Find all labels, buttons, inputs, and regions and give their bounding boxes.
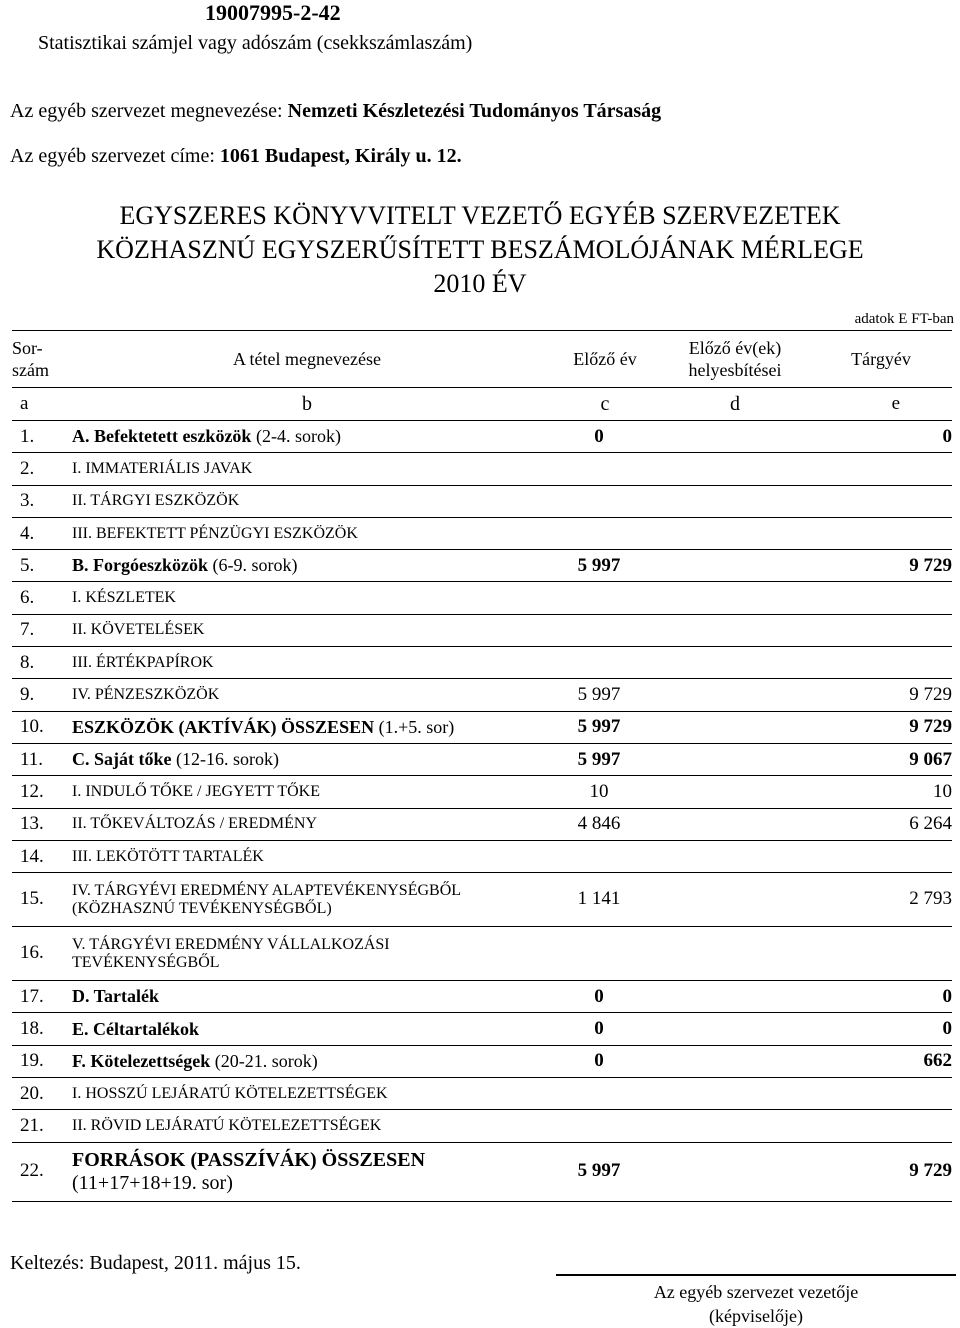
prev-year-value: 0 [550, 1013, 660, 1045]
item-row-reference: (2-4. sorok) [251, 426, 341, 447]
item-title: Céltartalékok [88, 1018, 199, 1039]
current-year-value [810, 840, 952, 872]
item-name-line [72, 783, 550, 801]
item-title: I. IMMATERIÁLIS JAVAK [72, 459, 253, 477]
table-row [12, 1110, 952, 1142]
item-title: Saját tőke [89, 749, 172, 770]
current-year-value [810, 453, 952, 485]
prev-year-value: 5 997 [550, 711, 660, 743]
item-title: IV. TÁRGYÉVI EREDMÉNY ALAPTEVÉKENYSÉGBŐL [72, 881, 462, 899]
current-year-value: 0 [810, 981, 952, 1013]
item-title: II. KÖVETELÉSEK [72, 621, 205, 639]
row-number: 18. [12, 1013, 64, 1045]
header-prev-adjustments-line2: helyesbítései [688, 360, 782, 380]
prev-adjustment-value [660, 873, 810, 927]
item-name [64, 421, 550, 453]
item-name-line [72, 848, 550, 866]
item-name-line [72, 815, 550, 833]
item-name-line [72, 882, 550, 900]
item-title: II. TÁRGYI ESZKÖZÖK [72, 492, 240, 510]
table-row [12, 485, 952, 517]
date-line: Keltezés: Budapest, 2011. május 15. [10, 1252, 301, 1274]
table-row [12, 1013, 952, 1045]
item-name-line [72, 525, 550, 543]
item-title: Tartalék [89, 986, 160, 1007]
org-name: Nemzeti Készletezési Tudományos Társaság [287, 100, 662, 122]
balance-sheet-table [12, 330, 952, 1202]
column-letter-row [12, 388, 952, 421]
item-title: ESZKÖZÖK (AKTÍVÁK) ÖSSZESEN [72, 716, 375, 737]
item-title: II. TŐKEVÁLTOZÁS / EREDMÉNY [72, 815, 318, 833]
current-year-value [810, 1110, 952, 1142]
prev-year-value: 0 [550, 1045, 660, 1077]
prev-adjustment-value [660, 1110, 810, 1142]
column-letter-c: c [550, 388, 660, 421]
current-year-value: 9 067 [810, 743, 952, 775]
current-year-value [810, 1078, 952, 1110]
row-number: 9. [12, 679, 64, 711]
item-row-reference: (1.+5. sor) [374, 716, 455, 737]
item-title: III. LEKÖTÖTT TARTALÉK [72, 847, 264, 865]
item-name-line [72, 555, 550, 576]
header-item-name: A tétel megnevezése [64, 331, 550, 388]
prev-year-value: 0 [550, 981, 660, 1013]
item-title: V. TÁRGYÉVI EREDMÉNY VÁLLALKOZÁSI [72, 935, 390, 953]
item-name [64, 517, 550, 549]
table-row [12, 743, 952, 775]
header-row [12, 331, 952, 388]
prev-year-value [550, 1110, 660, 1142]
table-row [12, 873, 952, 927]
document-title-line-1: EGYSZERES KÖNYVVITELT VEZETŐ EGYÉB SZERVEZETEK [119, 201, 841, 230]
current-year-value: 2 793 [810, 873, 952, 927]
item-name [64, 808, 550, 840]
header-row-number [12, 331, 64, 388]
prev-adjustment-value [660, 1045, 810, 1077]
table-row [12, 582, 952, 614]
current-year-value [810, 582, 952, 614]
row-number: 19. [12, 1045, 64, 1077]
item-title: Forgóeszközök [88, 555, 208, 576]
row-number: 13. [12, 808, 64, 840]
table-row [12, 679, 952, 711]
table-row [12, 1045, 952, 1077]
prev-year-value [550, 1078, 660, 1110]
prev-adjustment-value [660, 582, 810, 614]
column-letter-a: a [12, 388, 64, 421]
item-name-line [72, 426, 550, 447]
prev-adjustment-value [660, 808, 810, 840]
item-prefix: C. [72, 749, 90, 770]
row-number: 2. [12, 453, 64, 485]
table-row [12, 808, 952, 840]
table-row [12, 711, 952, 743]
item-name-line [72, 1117, 550, 1135]
item-name [64, 614, 550, 646]
row-number: 15. [12, 873, 64, 927]
item-name [64, 776, 550, 808]
header-row-number-line2: szám [12, 360, 49, 380]
row-number: 4. [12, 517, 64, 549]
column-letter-b: b [64, 388, 550, 421]
current-year-value [810, 927, 952, 981]
org-address-line [10, 145, 462, 168]
item-name-line [72, 492, 550, 510]
item-name-line [72, 1085, 550, 1103]
prev-adjustment-value [660, 453, 810, 485]
row-number: 8. [12, 647, 64, 679]
current-year-value [810, 614, 952, 646]
prev-adjustment-value [660, 711, 810, 743]
prev-adjustment-value [660, 1013, 810, 1045]
item-title: III. BEFEKTETT PÉNZÜGYI ESZKÖZÖK [72, 524, 358, 542]
table-row [12, 647, 952, 679]
table-row [12, 927, 952, 981]
prev-adjustment-value [660, 485, 810, 517]
prev-adjustment-value [660, 1142, 810, 1201]
table-row [12, 981, 952, 1013]
item-name [64, 927, 550, 981]
item-name-line [72, 654, 550, 672]
document-title-year: 2010 ÉV [433, 269, 527, 298]
current-year-value: 9 729 [810, 711, 952, 743]
item-title: IV. PÉNZESZKÖZÖK [72, 686, 220, 704]
item-name [64, 873, 550, 927]
prev-year-value: 1 141 [550, 873, 660, 927]
prev-year-value [550, 582, 660, 614]
header-row-number-line1: Sor- [12, 338, 43, 358]
prev-year-value [550, 927, 660, 981]
prev-adjustment-value [660, 927, 810, 981]
org-name-line [10, 100, 661, 123]
prev-year-value [550, 485, 660, 517]
prev-year-value [550, 517, 660, 549]
prev-adjustment-value [660, 517, 810, 549]
header-prev-adjustments-line1: Előző év(ek) [688, 338, 782, 358]
table-row [12, 517, 952, 549]
item-name [64, 485, 550, 517]
table-row [12, 1078, 952, 1110]
item-row-reference: (12-16. sorok) [171, 749, 279, 770]
row-number: 17. [12, 981, 64, 1013]
prev-adjustment-value [660, 840, 810, 872]
table-row [12, 421, 952, 453]
prev-year-value: 4 846 [550, 808, 660, 840]
units-note: adatok E FT-ban [854, 311, 954, 327]
current-year-value: 9 729 [810, 550, 952, 582]
item-name-line [72, 460, 550, 478]
org-address: 1061 Budapest, Király u. 12. [219, 145, 462, 167]
row-number: 14. [12, 840, 64, 872]
item-title: FORRÁSOK (PASSZÍVÁK) ÖSSZESEN [72, 1148, 426, 1171]
item-name-line [72, 749, 550, 770]
current-year-value [810, 647, 952, 679]
tax-id-caption: Statisztikai számjel vagy adószám (csekkszámlaszám) [38, 32, 473, 54]
current-year-value: 6 264 [810, 808, 952, 840]
item-prefix: A. [72, 426, 90, 447]
org-name-label: Az egyéb szervezet megnevezése: [10, 100, 288, 122]
item-name [64, 679, 550, 711]
prev-adjustment-value [660, 743, 810, 775]
signature-label-role: (képviselője) [709, 1306, 803, 1326]
item-name-line [72, 936, 550, 954]
row-number: 12. [12, 776, 64, 808]
signature-line [556, 1274, 956, 1276]
header-prev-year: Előző év [550, 331, 660, 388]
item-title: II. RÖVID LEJÁRATÚ KÖTELEZETTSÉGEK [72, 1116, 382, 1134]
prev-adjustment-value [660, 981, 810, 1013]
item-name [64, 647, 550, 679]
item-name [64, 1110, 550, 1142]
item-name-line [72, 686, 550, 704]
item-name-line-2: TEVÉKENYSÉGBŐL [72, 953, 220, 971]
current-year-value: 9 729 [810, 679, 952, 711]
org-address-label: Az egyéb szervezet címe: [10, 145, 220, 167]
prev-year-value: 10 [550, 776, 660, 808]
item-prefix: F. [72, 1050, 86, 1071]
prev-year-value: 5 997 [550, 1142, 660, 1201]
item-name-line [72, 1149, 550, 1172]
column-letter-d: d [660, 388, 810, 421]
row-number: 11. [12, 743, 64, 775]
item-prefix: E. [72, 1018, 89, 1039]
item-name [64, 840, 550, 872]
prev-adjustment-value [660, 550, 810, 582]
column-letter-e: e [810, 388, 952, 421]
prev-year-value: 5 997 [550, 743, 660, 775]
item-row-reference: (6-9. sorok) [208, 555, 298, 576]
item-title: I. HOSSZÚ LEJÁRATÚ KÖTELEZETTSÉGEK [72, 1084, 388, 1102]
row-number: 16. [12, 927, 64, 981]
signature-label: Az egyéb szervezet vezetője [653, 1282, 859, 1302]
item-prefix: B. [72, 555, 89, 576]
item-prefix: D. [72, 986, 90, 1007]
item-name [64, 1013, 550, 1045]
item-name-line [72, 717, 550, 738]
item-name-line-2: (11+17+18+19. sor) [72, 1171, 233, 1194]
item-name [64, 550, 550, 582]
item-name [64, 981, 550, 1013]
item-name [64, 1045, 550, 1077]
item-name [64, 1142, 550, 1201]
item-name-line [72, 986, 550, 1007]
row-number: 10. [12, 711, 64, 743]
current-year-value: 9 729 [810, 1142, 952, 1201]
table-row [12, 840, 952, 872]
table-row [12, 550, 952, 582]
table-row [12, 453, 952, 485]
item-name-line-2: (KÖZHASZNÚ TEVÉKENYSÉGBŐL) [72, 899, 332, 917]
prev-adjustment-value [660, 647, 810, 679]
item-name-line [72, 589, 550, 607]
current-year-value: 0 [810, 1013, 952, 1045]
prev-year-value [550, 647, 660, 679]
row-number: 20. [12, 1078, 64, 1110]
table-row [12, 1142, 952, 1201]
prev-adjustment-value [660, 679, 810, 711]
prev-adjustment-value [660, 776, 810, 808]
current-year-value: 0 [810, 421, 952, 453]
item-row-reference: (20-21. sorok) [210, 1050, 318, 1071]
row-number: 6. [12, 582, 64, 614]
prev-year-value [550, 840, 660, 872]
prev-year-value: 5 997 [550, 679, 660, 711]
table-row [12, 776, 952, 808]
current-year-value [810, 485, 952, 517]
item-name [64, 711, 550, 743]
prev-adjustment-value [660, 421, 810, 453]
header-prev-adjustments [660, 331, 810, 388]
row-number: 22. [12, 1142, 64, 1201]
item-title: I. INDULŐ TŐKE / JEGYETT TŐKE [72, 782, 320, 800]
item-name [64, 582, 550, 614]
row-number: 7. [12, 614, 64, 646]
document-title-line-2: KÖZHASZNÚ EGYSZERŰSÍTETT BESZÁMOLÓJÁNAK MÉRLEGE [96, 235, 864, 264]
item-title: Befektetett eszközök [89, 426, 252, 447]
prev-year-value: 0 [550, 421, 660, 453]
tax-id: 19007995-2-42 [205, 0, 341, 25]
prev-year-value [550, 614, 660, 646]
row-number: 21. [12, 1110, 64, 1142]
item-name [64, 743, 550, 775]
row-number: 3. [12, 485, 64, 517]
prev-year-value: 5 997 [550, 550, 660, 582]
row-number: 1. [12, 421, 64, 453]
item-name [64, 1078, 550, 1110]
prev-year-value [550, 453, 660, 485]
item-title: III. ÉRTÉKPAPÍROK [72, 653, 214, 671]
table-row [12, 614, 952, 646]
row-number: 5. [12, 550, 64, 582]
current-year-value [810, 517, 952, 549]
item-name [64, 453, 550, 485]
current-year-value: 662 [810, 1045, 952, 1077]
current-year-value: 10 [810, 776, 952, 808]
header-current-year: Tárgyév [810, 331, 952, 388]
item-name-line [72, 621, 550, 639]
item-title: Kötelezettségek [85, 1050, 211, 1071]
item-name-line [72, 1019, 550, 1040]
item-title: I. KÉSZLETEK [72, 589, 176, 607]
prev-adjustment-value [660, 614, 810, 646]
prev-adjustment-value [660, 1078, 810, 1110]
item-name-line [72, 1051, 550, 1072]
